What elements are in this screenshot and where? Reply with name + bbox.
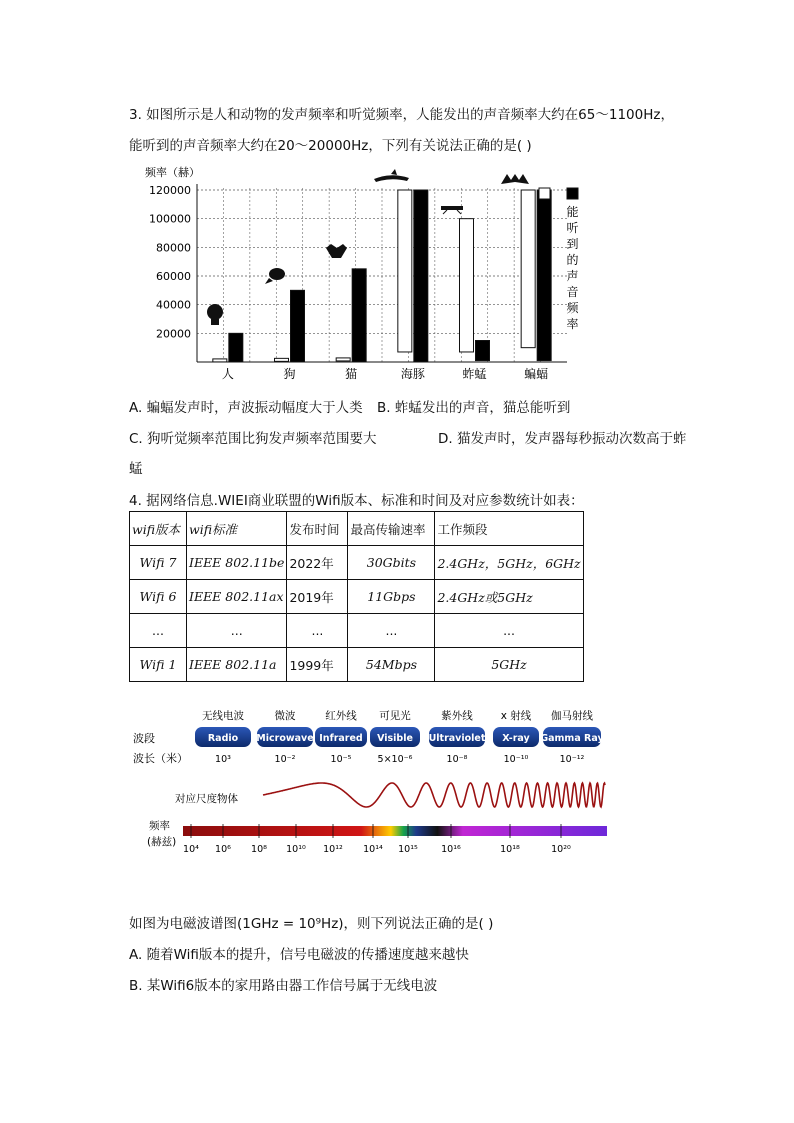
wifi-table bbox=[129, 511, 584, 682]
y-tick-label: 60000 bbox=[156, 270, 191, 283]
band-name-cn: x 射线 bbox=[500, 710, 532, 722]
y-tick-label: 40000 bbox=[156, 298, 191, 312]
q3-option-d: D. 猫发声时，发声器每秒振动次数高于蚱 bbox=[438, 431, 687, 447]
dog-pictogram bbox=[265, 268, 285, 284]
y-tick-label: 80000 bbox=[156, 241, 191, 255]
legend-swatch bbox=[567, 188, 578, 199]
dolphin-pictogram bbox=[374, 169, 409, 182]
frequency-value: 10⁸ bbox=[251, 844, 267, 855]
q3-option-d-continued: 蜢 bbox=[129, 461, 143, 477]
x-tick-label: 猫 bbox=[345, 367, 358, 381]
x-tick-label: 海豚 bbox=[400, 367, 425, 381]
wavelength-value: 10⁻² bbox=[274, 754, 296, 765]
band-name-cn: 无线电波 bbox=[202, 710, 244, 722]
q4-option-b: B. 某Wifi6版本的家用路由器工作信号属于无线电波 bbox=[129, 978, 438, 994]
wavelength-value: 10⁻⁵ bbox=[330, 754, 352, 765]
y-tick-label: 20000 bbox=[156, 327, 191, 341]
q3-option-a: A. 蝙蝠发声时，声波振动幅度大于人类 bbox=[129, 400, 363, 416]
band-name-cn: 伽马射线 bbox=[551, 710, 593, 722]
grasshopper-pictogram bbox=[441, 206, 463, 214]
q3-option-c: C. 狗听觉频率范围比狗发声频率范围要大 bbox=[129, 431, 377, 447]
band-name-cn: 红外线 bbox=[325, 710, 357, 722]
table-cell: Wifi 7 bbox=[130, 546, 187, 580]
wavelength-label: 波长（米） bbox=[133, 752, 188, 765]
table-cell: IEEE 802.11ax bbox=[187, 580, 287, 614]
legend-label: 能听到的声音频率 bbox=[566, 205, 579, 331]
q4-question: 如图为电磁波谱图(1GHz = 10⁹Hz)，则下列说法正确的是( ) bbox=[129, 916, 494, 932]
wave-curve bbox=[263, 783, 605, 807]
frequency-value: 10¹⁸ bbox=[500, 844, 520, 855]
table-cell: ... bbox=[130, 614, 187, 648]
frequency-value: 10⁴ bbox=[183, 844, 199, 855]
q4-stem: 4. 据网络信息.WIEI商业联盟的Wifi版本、标准和时间及对应参数统计如表： bbox=[129, 493, 584, 509]
table-cell: Wifi 6 bbox=[130, 580, 187, 614]
legend-label: 能发出声音频率 bbox=[538, 205, 551, 315]
table-cell: ... bbox=[435, 614, 583, 648]
frequency-value: 10⁶ bbox=[215, 844, 231, 855]
band-name-en: Radio bbox=[207, 733, 239, 744]
table-row bbox=[130, 580, 584, 614]
bar-emit-range bbox=[398, 190, 412, 352]
table-cell: 2.4GHz，5GHz，6GHz bbox=[435, 546, 583, 580]
wavelength-value: 10³ bbox=[215, 754, 231, 765]
table-header: wifi版本 bbox=[130, 512, 187, 546]
band-name-en: Microwave bbox=[256, 733, 314, 744]
table-header: 工作频段 bbox=[435, 512, 583, 546]
q4-option-a: A. 随着Wifi版本的提升，信号电磁波的传播速度越来越快 bbox=[129, 947, 469, 963]
table-cell: 2022年 bbox=[287, 546, 348, 580]
table-cell: ... bbox=[348, 614, 435, 648]
y-tick-label: 120000 bbox=[149, 184, 191, 197]
frequency-color-bar bbox=[183, 826, 607, 836]
frequency-value: 10¹⁶ bbox=[441, 844, 461, 855]
q3-stem-line1: 3. 如图所示是人和动物的发声频率和听觉频率，人能发出的声音频率大约在65～1100Hz， bbox=[129, 107, 674, 123]
band-name-en: Ultraviolet bbox=[428, 733, 486, 744]
bar-hear-range bbox=[414, 190, 428, 362]
chart-ylabel: 频率（赫） bbox=[145, 166, 200, 179]
band-name-cn: 可见光 bbox=[379, 710, 411, 722]
x-tick-label: 人 bbox=[221, 367, 234, 381]
wavelength-value: 10⁻¹⁰ bbox=[503, 754, 529, 765]
x-tick-label: 狗 bbox=[283, 367, 296, 381]
bar-emit-range bbox=[213, 359, 227, 362]
bat-pictogram bbox=[501, 174, 529, 184]
bar-hear-range bbox=[291, 290, 305, 362]
frequency-value: 10²⁰ bbox=[551, 844, 571, 855]
bar-hear-range bbox=[476, 341, 490, 361]
chart-legend bbox=[538, 188, 579, 331]
y-tick-label: 100000 bbox=[149, 212, 191, 226]
wavelength-value: 10⁻¹² bbox=[559, 754, 585, 765]
q3-option-b: B. 蚱蜢发出的声音，猫总能听到 bbox=[377, 400, 571, 416]
frequency-value: 10¹⁴ bbox=[363, 844, 383, 855]
table-cell: IEEE 802.11be bbox=[187, 546, 287, 580]
table-header: 最高传输速率 bbox=[348, 512, 435, 546]
frequency-value: 10¹² bbox=[323, 844, 343, 855]
table-cell: 2.4GHz或5GHz bbox=[435, 580, 583, 614]
bar-emit-range bbox=[460, 219, 474, 352]
table-header-row bbox=[130, 512, 584, 546]
x-tick-label: 蝙蝠 bbox=[524, 367, 549, 381]
table-row bbox=[130, 614, 584, 648]
frequency-value: 10¹⁰ bbox=[286, 844, 306, 855]
table-row bbox=[130, 648, 584, 682]
frequency-value: 10¹⁵ bbox=[398, 844, 418, 855]
legend-swatch bbox=[539, 188, 550, 199]
band-name-en: Gamma Ray bbox=[540, 733, 604, 744]
frequency-label: 频率 bbox=[149, 820, 170, 832]
em-spectrum-diagram bbox=[133, 705, 613, 857]
table-header: 发布时间 bbox=[287, 512, 348, 546]
band-name-cn: 紫外线 bbox=[441, 710, 473, 722]
band-name-en: X-ray bbox=[502, 733, 530, 744]
band-name-en: Infrared bbox=[319, 733, 363, 744]
bar-hear-range bbox=[229, 333, 243, 362]
band-name-en: Visible bbox=[377, 733, 413, 744]
frequency-chart bbox=[129, 160, 599, 386]
human-pictogram bbox=[207, 304, 223, 325]
wavelength-value: 10⁻⁸ bbox=[446, 754, 468, 765]
bar-emit-range bbox=[336, 358, 350, 361]
table-cell: 2019年 bbox=[287, 580, 348, 614]
object-scale-label: 对应尺度物体 bbox=[175, 793, 238, 805]
table-cell: Wifi 1 bbox=[130, 648, 187, 682]
table-header: wifi标准 bbox=[187, 512, 287, 546]
table-cell: 11Gbps bbox=[348, 580, 435, 614]
bar-emit-range bbox=[275, 358, 289, 361]
x-tick-label: 蚱蜢 bbox=[462, 367, 487, 381]
animal-pictograms bbox=[207, 169, 529, 325]
table-cell: IEEE 802.11a bbox=[187, 648, 287, 682]
band-label: 波段 bbox=[133, 732, 155, 745]
table-cell: ... bbox=[187, 614, 287, 648]
q3-stem-line2: 能听到的声音频率大约在20～20000Hz，下列有关说法正确的是( ) bbox=[129, 138, 532, 154]
table-row bbox=[130, 546, 584, 580]
band-name-cn: 微波 bbox=[274, 710, 296, 722]
wavelength-value: 5×10⁻⁶ bbox=[377, 754, 413, 765]
table-cell: 30Gbits bbox=[348, 546, 435, 580]
cat-pictogram bbox=[326, 244, 347, 258]
frequency-unit-label: (赫兹) bbox=[147, 836, 177, 848]
table-cell: 5GHz bbox=[435, 648, 583, 682]
table-cell: 54Mbps bbox=[348, 648, 435, 682]
table-cell: 1999年 bbox=[287, 648, 348, 682]
bar-hear-range bbox=[352, 269, 366, 362]
table-cell: ... bbox=[287, 614, 348, 648]
bar-emit-range bbox=[521, 190, 535, 348]
